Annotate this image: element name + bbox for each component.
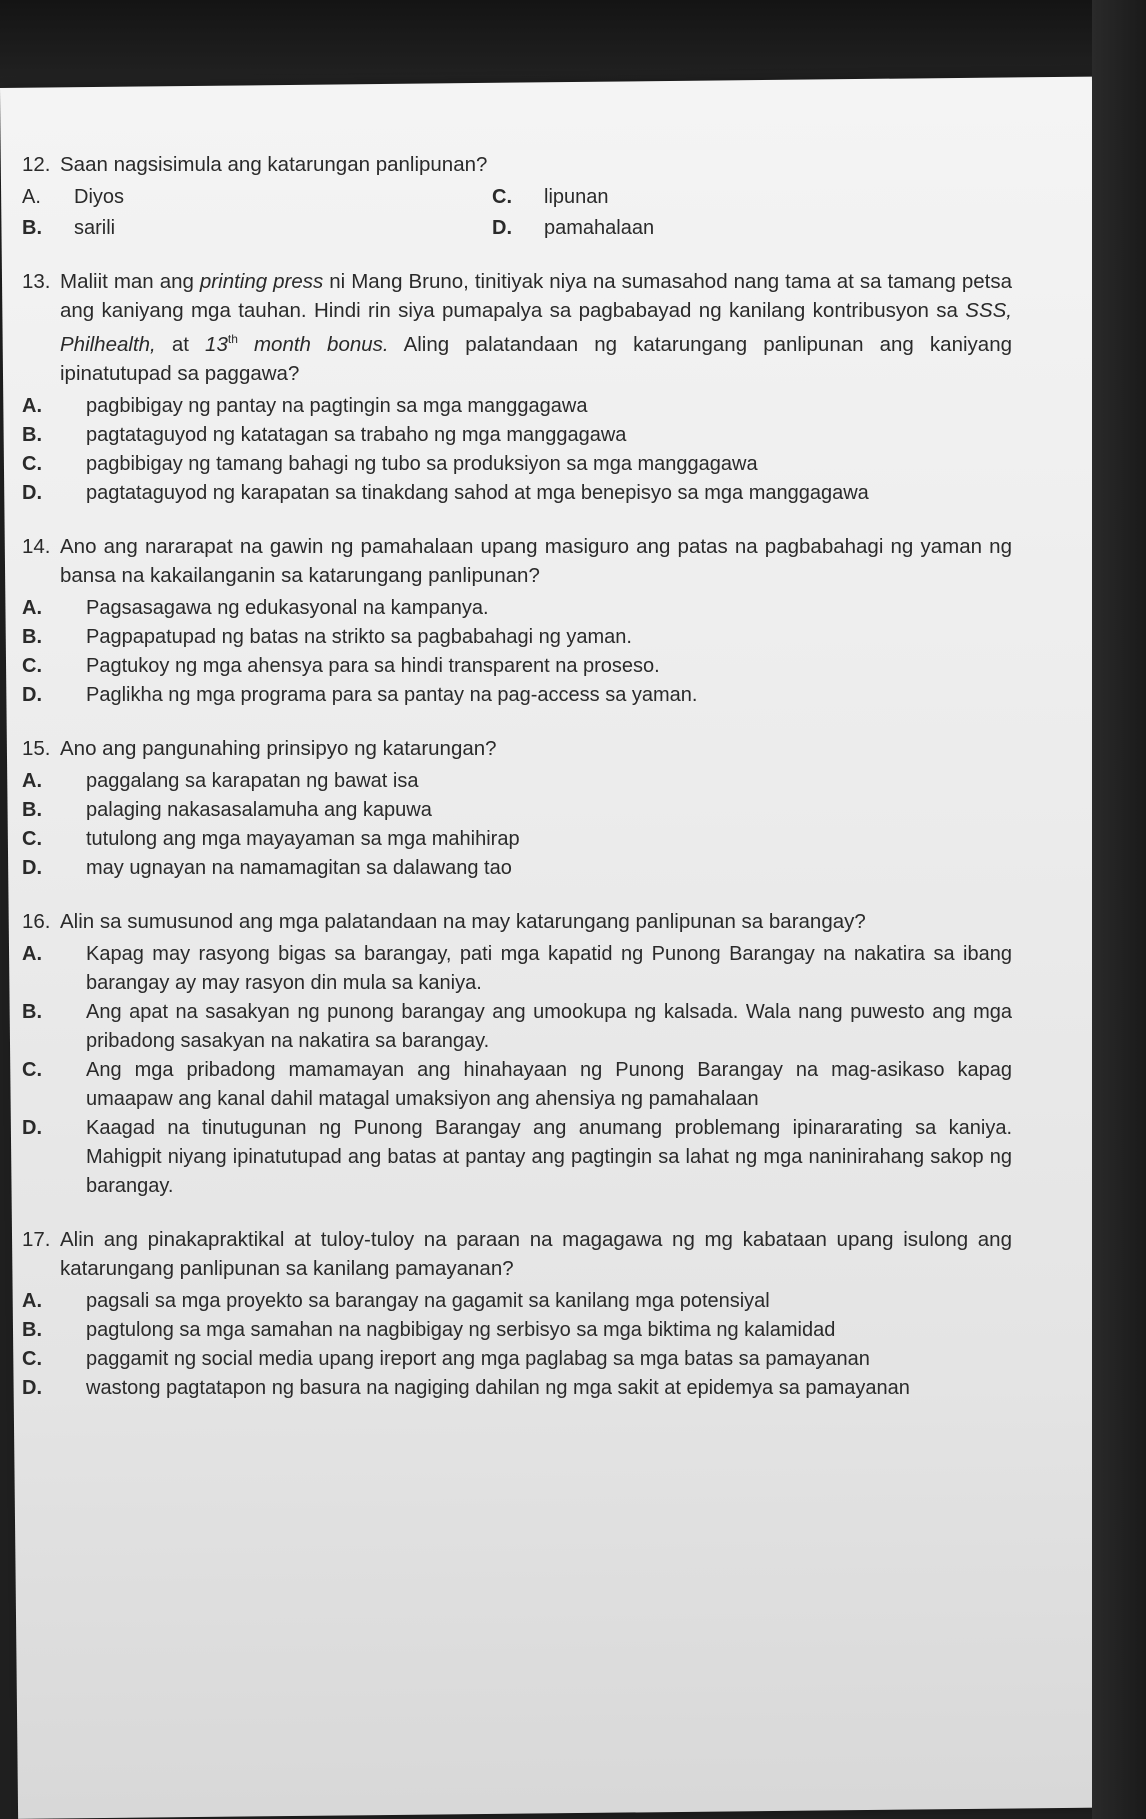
option-letter: D. xyxy=(492,217,512,239)
question-stem-italic: 13 xyxy=(205,332,228,356)
option-text: Pagtukoy ng mga ahensya para sa hindi transparent na proseso. xyxy=(86,654,660,677)
options-grid xyxy=(22,183,1012,243)
option-text: Ang mga pribadong mamamayan ang hinahayaan ng Punong Barangay na mag-asikaso kapag umaapaw ang kanal dahil matagal umaksiyon ang ahensiya ng pamahalaan xyxy=(86,1058,1012,1110)
option-a xyxy=(22,767,1012,796)
option-letter: D. xyxy=(22,481,42,504)
option-text: lipunan xyxy=(544,186,609,208)
option-text: pamahalaan xyxy=(544,217,655,239)
question-stem-part: Aling palatandaan ng katarungang panlipunan ang kaniyang ipinatutupad sa paggawa? xyxy=(60,332,1012,385)
question-stem-part: at xyxy=(155,332,206,356)
option-letter: C. xyxy=(22,1347,42,1370)
question-stem-part: Maliit man ang xyxy=(60,270,200,293)
superscript: th xyxy=(227,332,238,346)
question-text xyxy=(22,734,1012,763)
option-letter: C. xyxy=(22,654,42,677)
question-list xyxy=(22,150,1012,1427)
option-text: sarili xyxy=(74,217,116,239)
option-letter: A. xyxy=(22,942,42,965)
option-a xyxy=(22,1287,1012,1316)
option-b xyxy=(22,1316,1012,1345)
question-number: 15. xyxy=(22,736,51,760)
option-b xyxy=(22,998,1012,1056)
question-14 xyxy=(22,532,1012,710)
question-stem-italic: printing press xyxy=(199,270,324,293)
option-c xyxy=(22,652,1012,681)
question-stem: Ano ang pangunahing prinsipyo ng katarungan? xyxy=(60,736,497,760)
option-text: Pagsasagawa ng edukasyonal na kampanya. xyxy=(86,596,489,619)
option-text: pagtataguyod ng karapatan sa tinakdang sahod at mga benepisyo sa mga manggagawa xyxy=(86,481,869,504)
question-stem-italic: SSS, Philhealth, xyxy=(60,299,1012,356)
option-d xyxy=(492,214,892,243)
option-letter: A. xyxy=(22,769,42,792)
question-text xyxy=(22,532,1012,590)
question-17 xyxy=(22,1225,1012,1403)
option-text: pagtataguyod ng katatagan sa trabaho ng mga manggagawa xyxy=(86,423,627,446)
option-letter: B. xyxy=(22,423,42,446)
question-text xyxy=(22,1225,1012,1283)
question-stem: Alin sa sumusunod ang mga palatandaan na may katarungang panlipunan sa barangay? xyxy=(60,909,866,933)
option-text: Kaagad na tinutugunan ng Punong Barangay ang anumang problemang ipinararating sa kaniya. Mahigpit niyang ipinatutupad ang batas at pantay ang pagtingin sa lahat ng mga naninirahang sakop ng barangay. xyxy=(86,1116,1012,1197)
option-d xyxy=(22,854,1012,883)
question-stem: Ano ang nararapat na gawin ng pamahalaan upang masiguro ang patas na pagbabahagi ng yaman ng bansa na kakailanganin sa katarungang panlipunan? xyxy=(60,534,1012,587)
option-text: Paglikha ng mga programa para sa pantay na pag-access sa yaman. xyxy=(86,683,698,706)
option-letter: A. xyxy=(22,186,41,208)
option-letter: C. xyxy=(492,186,512,208)
option-d xyxy=(22,479,1012,508)
option-a xyxy=(22,183,492,212)
option-text: paggalang sa karapatan ng bawat isa xyxy=(86,769,419,792)
option-letter: B. xyxy=(22,798,42,821)
option-text: pagtulong sa mga samahan na nagbibigay ng serbisyo sa mga biktima ng kalamidad xyxy=(86,1318,836,1341)
option-text: Ang apat na sasakyan ng punong barangay ang umookupa ng kalsada. Wala nang puwesto ang mga pribadong sasakyan na nakatira sa barangay. xyxy=(86,1000,1012,1052)
question-16 xyxy=(22,907,1012,1201)
option-d xyxy=(22,681,1012,710)
option-letter: C. xyxy=(22,452,42,475)
option-letter: B. xyxy=(22,625,42,648)
option-text: wastong pagtatapon ng basura na nagiging dahilan ng mga sakit at epidemya sa pamayanan xyxy=(86,1376,910,1399)
option-text: paggamit ng social media upang ireport ang mga paglabag sa mga batas sa pamayanan xyxy=(86,1347,870,1370)
option-b xyxy=(22,214,492,243)
question-13 xyxy=(22,267,1012,508)
option-letter: A. xyxy=(22,596,42,619)
question-stem: Saan nagsisimula ang katarungan panlipunan? xyxy=(60,153,488,176)
option-text: Pagpapatupad ng batas na strikto sa pagbabahagi ng yaman. xyxy=(86,625,632,648)
question-number: 17. xyxy=(22,1227,51,1251)
question-stem: Alin ang pinakapraktikal at tuloy-tuloy na paraan na magagawa ng mg kabataan upang isulong ang katarungang panlipunan sa kanilang pamayanan? xyxy=(60,1227,1012,1280)
option-d xyxy=(22,1114,1012,1201)
dark-background-edge xyxy=(1092,0,1146,1819)
option-letter: B. xyxy=(22,1318,42,1341)
question-text xyxy=(22,267,1012,388)
option-letter: C. xyxy=(22,827,42,850)
option-a xyxy=(22,940,1012,998)
option-c xyxy=(22,1345,1012,1374)
option-text: Diyos xyxy=(74,186,125,208)
question-15 xyxy=(22,734,1012,883)
question-12 xyxy=(22,150,1012,243)
option-letter: B. xyxy=(22,217,42,239)
question-text xyxy=(22,150,1012,179)
option-text: Kapag may rasyong bigas sa barangay, pati mga kapatid ng Punong Barangay na nakatira sa ibang barangay ay may rasyon din mula sa kaniya. xyxy=(86,942,1012,994)
option-c xyxy=(22,1056,1012,1114)
option-a xyxy=(22,594,1012,623)
question-number: 14. xyxy=(22,534,51,558)
option-letter: D. xyxy=(22,683,42,706)
option-text: pagbibigay ng pantay na pagtingin sa mga manggagawa xyxy=(86,394,588,417)
option-letter: A. xyxy=(22,1289,42,1312)
question-stem-italic: month bonus. xyxy=(237,332,389,356)
question-number: 12. xyxy=(22,153,51,176)
option-letter: C. xyxy=(22,1058,42,1081)
option-letter: D. xyxy=(22,1116,42,1139)
option-text: pagbibigay ng tamang bahagi ng tubo sa produksiyon sa mga manggagawa xyxy=(86,452,758,475)
option-letter: D. xyxy=(22,1376,42,1399)
option-letter: A. xyxy=(22,394,42,417)
option-letter: D. xyxy=(22,856,42,879)
option-text: may ugnayan na namamagitan sa dalawang tao xyxy=(86,856,512,879)
question-number: 16. xyxy=(22,909,51,933)
option-d xyxy=(22,1374,1012,1403)
option-text: pagsali sa mga proyekto sa barangay na gagamit sa kanilang mga potensiyal xyxy=(86,1289,770,1312)
option-text: tutulong ang mga mayayaman sa mga mahihirap xyxy=(86,827,520,850)
option-text: palaging nakasasalamuha ang kapuwa xyxy=(86,798,432,821)
option-c xyxy=(492,183,892,212)
option-c xyxy=(22,825,1012,854)
question-text xyxy=(22,907,1012,936)
question-stem-part: ni Mang Bruno, tinitiyak niya na sumasahod nang tama at sa tamang petsa ang kaniyang mga tauhan. Hindi rin siya pumapalya sa pagbabayad ng kanilang kontribusyon sa xyxy=(60,270,1012,322)
option-c xyxy=(22,450,1012,479)
option-a xyxy=(22,392,1012,421)
option-letter: B. xyxy=(22,1000,42,1023)
question-number: 13. xyxy=(22,270,51,293)
option-b xyxy=(22,421,1012,450)
option-b xyxy=(22,796,1012,825)
option-b xyxy=(22,623,1012,652)
